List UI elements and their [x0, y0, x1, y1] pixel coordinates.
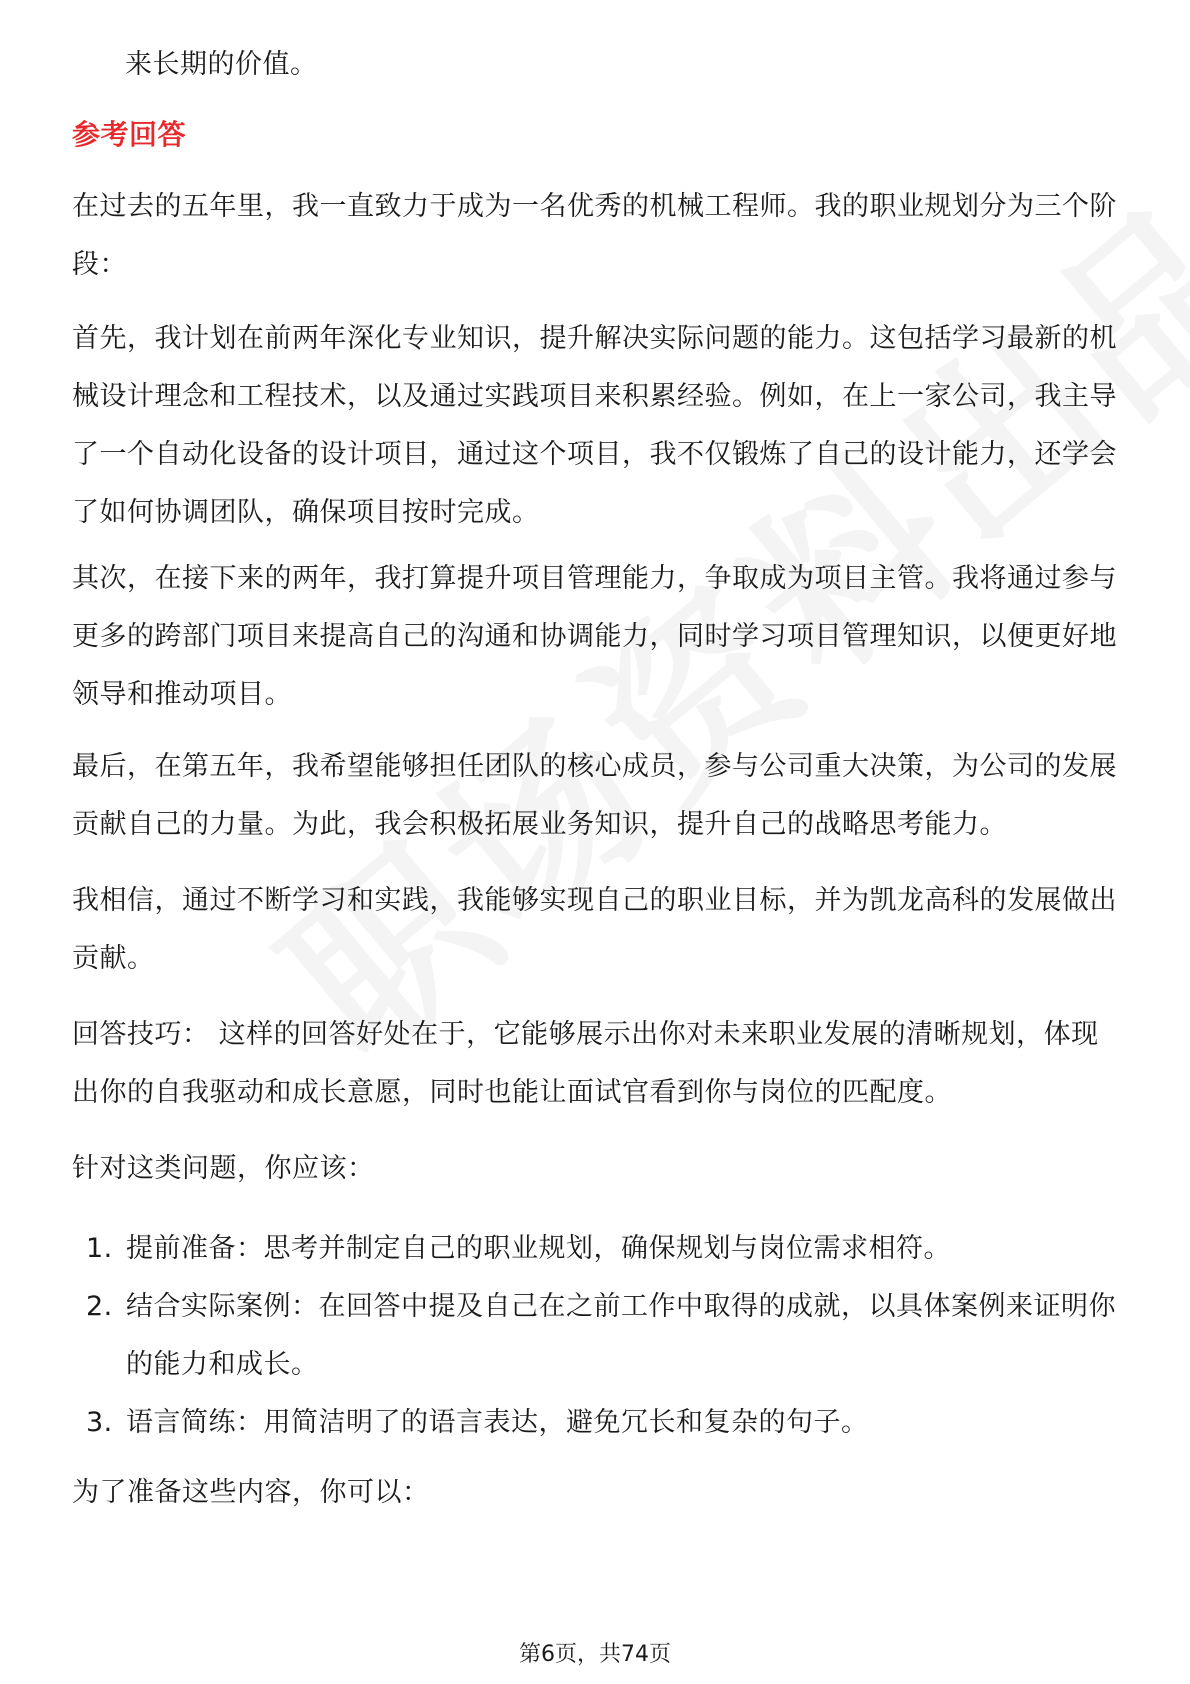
list-item-number: 2.	[86, 1291, 113, 1322]
list-item-number: 1.	[86, 1233, 113, 1264]
paragraph-second-stage: 其次，在接下来的两年，我打算提升项目管理能力，争取成为项目主管。我将通过参与更多的跨部门项目来提高自己的沟通和协调能力，同时学习项目管理知识，以便更好地领导和推动项目。	[72, 563, 1117, 710]
list-item	[72, 1278, 1122, 1394]
paragraph-conclusion: 我相信，通过不断学习和实践，我能够实现自己的职业目标，并为凯龙高科的发展做出贡献。	[72, 885, 1117, 974]
section-heading: 参考回答	[72, 118, 187, 151]
paragraph-closing: 为了准备这些内容，你可以：	[72, 1477, 430, 1508]
list-item-number: 3.	[86, 1407, 113, 1438]
continuation-text: 来长期的价值。	[125, 49, 318, 80]
paragraph-tips: 回答技巧： 这样的回答好处在于，它能够展示出你对未来职业发展的清晰规划，体现出你的自我驱动和成长意愿，同时也能让面试官看到你与岗位的匹配度。	[72, 1019, 1099, 1108]
list-item	[72, 1220, 1122, 1278]
paragraph-third-stage: 最后，在第五年，我希望能够担任团队的核心成员，参与公司重大决策，为公司的发展贡献自己的力量。为此，我会积极拓展业务知识，提升自己的战略思考能力。	[72, 751, 1117, 840]
paragraph-intro: 在过去的五年里，我一直致力于成为一名优秀的机械工程师。我的职业规划分为三个阶段：	[72, 191, 1117, 280]
paragraph-first-stage: 首先，我计划在前两年深化专业知识，提升解决实际问题的能力。这包括学习最新的机械设计理念和工程技术，以及通过实践项目来积累经验。例如，在上一家公司，我主导了一个自动化设备的设计项目，通过这个项目，我不仅锻炼了自己的设计能力，还学会了如何协调团队，确保项目按时完成。	[72, 323, 1117, 528]
advice-list	[72, 1220, 1122, 1452]
list-item-text: 语言简练：用简洁明了的语言表达，避免冗长和复杂的句子。	[126, 1407, 869, 1438]
list-item-text: 结合实际案例：在回答中提及自己在之前工作中取得的成就，以具体案例来证明你的能力和成长。	[126, 1291, 1116, 1380]
list-item-text: 提前准备：思考并制定自己的职业规划，确保规划与岗位需求相符。	[126, 1233, 951, 1264]
paragraph-advice-intro: 针对这类问题，你应该：	[72, 1153, 375, 1184]
list-item	[72, 1394, 1122, 1452]
page-number-footer: 第6页，共74页	[519, 1642, 671, 1667]
